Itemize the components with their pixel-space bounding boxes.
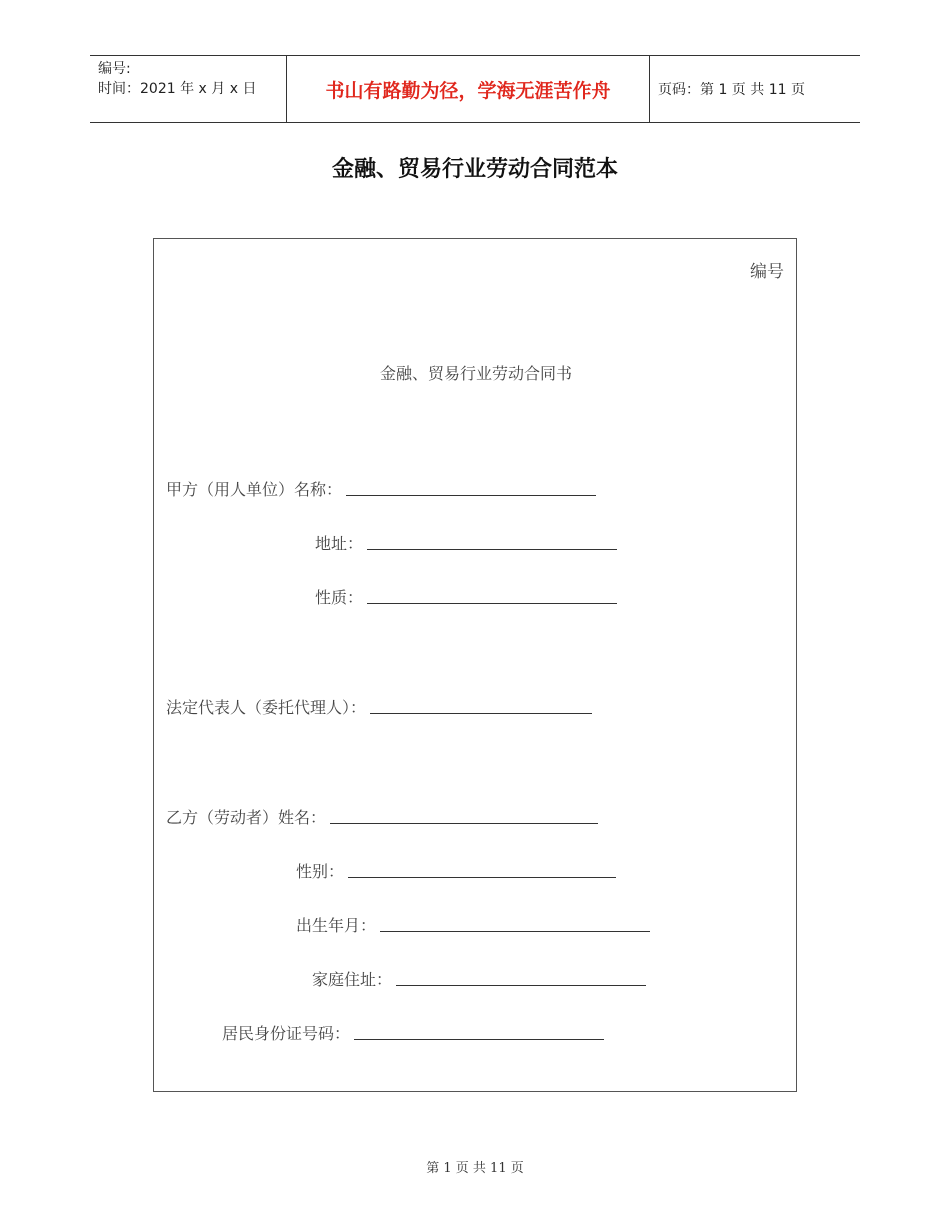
field-party-a-name [166,477,596,500]
fill-line[interactable] [370,712,592,714]
contract-title: 金融、贸易行业劳动合同书 [379,364,572,383]
header-motto: 书山有路勤为径，学海无涯苦作舟 [325,79,611,102]
field-label: 法定代表人（委托代理人）： [166,698,367,717]
field-party-b-id-number [222,1021,604,1044]
field-label: 乙方（劳动者）姓名： [166,808,327,827]
field-label: 甲方（用人单位）名称： [166,480,343,499]
fill-line[interactable] [396,984,646,986]
field-party-b-home-address [312,967,646,990]
page-header [90,55,860,123]
header-meta [98,56,286,125]
contract-serial-label: 编号 [750,262,784,282]
field-label: 性质： [315,588,364,607]
fill-line[interactable] [367,602,617,604]
field-party-b-gender [296,859,616,882]
field-label: 居民身份证号码： [222,1024,351,1043]
fill-line[interactable] [367,548,617,550]
field-legal-representative [166,695,592,718]
document-title: 金融、贸易行业劳动合同范本 [331,157,618,182]
field-label: 性别： [296,862,345,881]
fill-line[interactable] [380,930,650,932]
header-date: 时间：2021 年 x 月 x 日 [98,81,257,97]
contract-cover-box [153,238,797,1092]
page-footer: 第 1 页 共 11 页 [426,1161,524,1176]
header-page-info: 页码：第 1 页 共 11 页 [658,82,805,98]
header-divider-right [649,56,650,122]
field-party-a-nature [315,585,617,608]
field-label: 出生年月： [296,916,377,935]
fill-line[interactable] [330,822,598,824]
field-label: 地址： [315,534,364,553]
field-party-b-name [166,805,598,828]
field-party-b-birth [296,913,650,936]
field-party-a-address [315,531,617,554]
field-label: 家庭住址： [312,970,393,989]
fill-line[interactable] [348,876,616,878]
fill-line[interactable] [354,1038,604,1040]
fill-line[interactable] [346,494,596,496]
header-serial-label: 编号: [98,61,131,77]
